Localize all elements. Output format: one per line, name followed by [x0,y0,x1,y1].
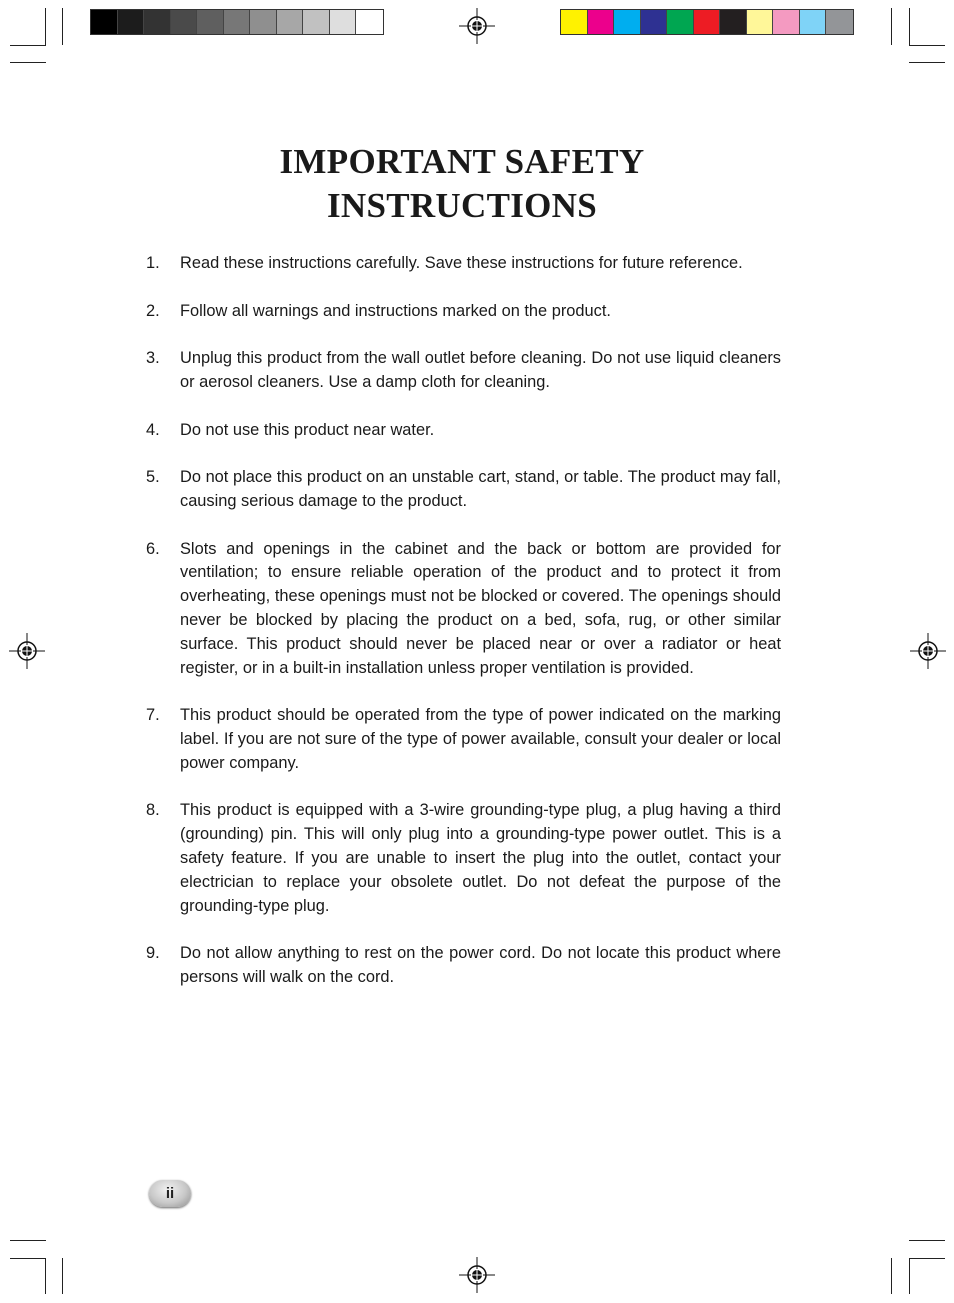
color-swatch [91,10,118,34]
item-number: 6. [146,539,160,558]
item-number: 5. [146,468,160,487]
color-swatch [250,10,277,34]
list-item [146,538,781,681]
crop-mark [909,1258,945,1259]
registration-mark-icon [7,631,47,671]
list-item [146,347,781,395]
list-item [146,942,781,990]
item-number: 9. [146,944,160,963]
safety-instructions-list [146,252,781,1014]
crop-mark [62,1258,63,1294]
crop-mark [10,45,46,46]
item-number: 1. [146,254,160,272]
item-text: Do not allow anything to rest on the power cord. Do not locate this product where persons will walk on the cord. [180,944,781,986]
page-number: ii [165,1185,175,1202]
color-swatch [694,10,721,34]
color-swatch [561,10,588,34]
title-line-1: IMPORTANT SAFETY [279,142,645,181]
color-swatch [277,10,304,34]
color-swatch [330,10,357,34]
crop-mark [909,1240,945,1241]
color-swatch [303,10,330,34]
registration-mark-icon [908,631,948,671]
page-title [0,140,924,228]
color-swatch [826,10,853,34]
item-text: Slots and openings in the cabinet and the back or bottom are provided for ventilation; to ensure reliable operation of the product and to protect it from overheating, these openings must not be blocked or covered. The openings should never be blocked by placing the product on a bed, sofa, rug, or other similar surface. This product should never be placed near or over a radiator or heat register, or in a built-in installation unless proper ventilation is provided. [180,539,781,677]
list-item [146,799,781,918]
color-swatch [171,10,198,34]
crop-mark [909,45,945,46]
item-number: 4. [146,420,160,439]
color-swatch [667,10,694,34]
item-number: 7. [146,706,160,725]
color-swatch [588,10,615,34]
item-text: Do not place this product on an unstable cart, stand, or table. The product may fall, causing serious damage to the product. [180,468,781,510]
item-text: This product is equipped with a 3-wire grounding-type plug, a plug having a third (grounding) pin. This will only plug into a grounding-type power outlet. This is a safety feature. If you are unable to insert the plug into the outlet, contact your electrician to replace your obsolete outlet. Do not defeat the purpose of the grounding-type plug. [180,801,781,915]
color-swatch [144,10,171,34]
crop-mark [10,62,46,63]
item-number: 3. [146,349,160,368]
crop-mark [10,1240,46,1241]
registration-mark-icon [457,1255,497,1295]
grayscale-color-bar [90,9,384,35]
color-swatch [800,10,827,34]
item-text: Read these instructions carefully. Save these instructions for future reference. [180,254,743,272]
item-text: Do not use this product near water. [180,420,435,439]
list-item [146,704,781,775]
item-number: 2. [146,301,160,320]
color-swatch [614,10,641,34]
color-swatch [641,10,668,34]
color-swatch [197,10,224,34]
item-text: This product should be operated from the type of power indicated on the marking label. If you are not sure of the type of power available, consult your dealer or local power company. [180,706,781,772]
crop-mark [45,8,46,45]
crop-mark [909,8,910,45]
crop-mark [10,1258,46,1259]
crop-mark [62,8,63,45]
crop-mark [45,1258,46,1294]
color-swatch [720,10,747,34]
list-item [146,300,781,324]
item-text: Follow all warnings and instructions marked on the product. [180,301,611,320]
page-number-badge [149,1180,191,1207]
color-swatch [356,10,383,34]
list-item [146,419,781,443]
color-swatch [224,10,251,34]
crop-mark [891,8,892,45]
list-item [146,466,781,514]
crop-mark [891,1258,892,1294]
list-item [146,252,781,276]
registration-mark-icon [457,6,497,46]
color-swatch [747,10,774,34]
process-color-bar [560,9,854,35]
crop-mark [909,1258,910,1294]
color-swatch [118,10,145,34]
title-line-2: INSTRUCTIONS [326,186,598,225]
item-text: Unplug this product from the wall outlet before cleaning. Do not use liquid cleaners or aerosol cleaners. Use a damp cloth for cleaning. [180,349,781,391]
crop-mark [909,62,945,63]
color-swatch [773,10,800,34]
item-number: 8. [146,801,160,820]
